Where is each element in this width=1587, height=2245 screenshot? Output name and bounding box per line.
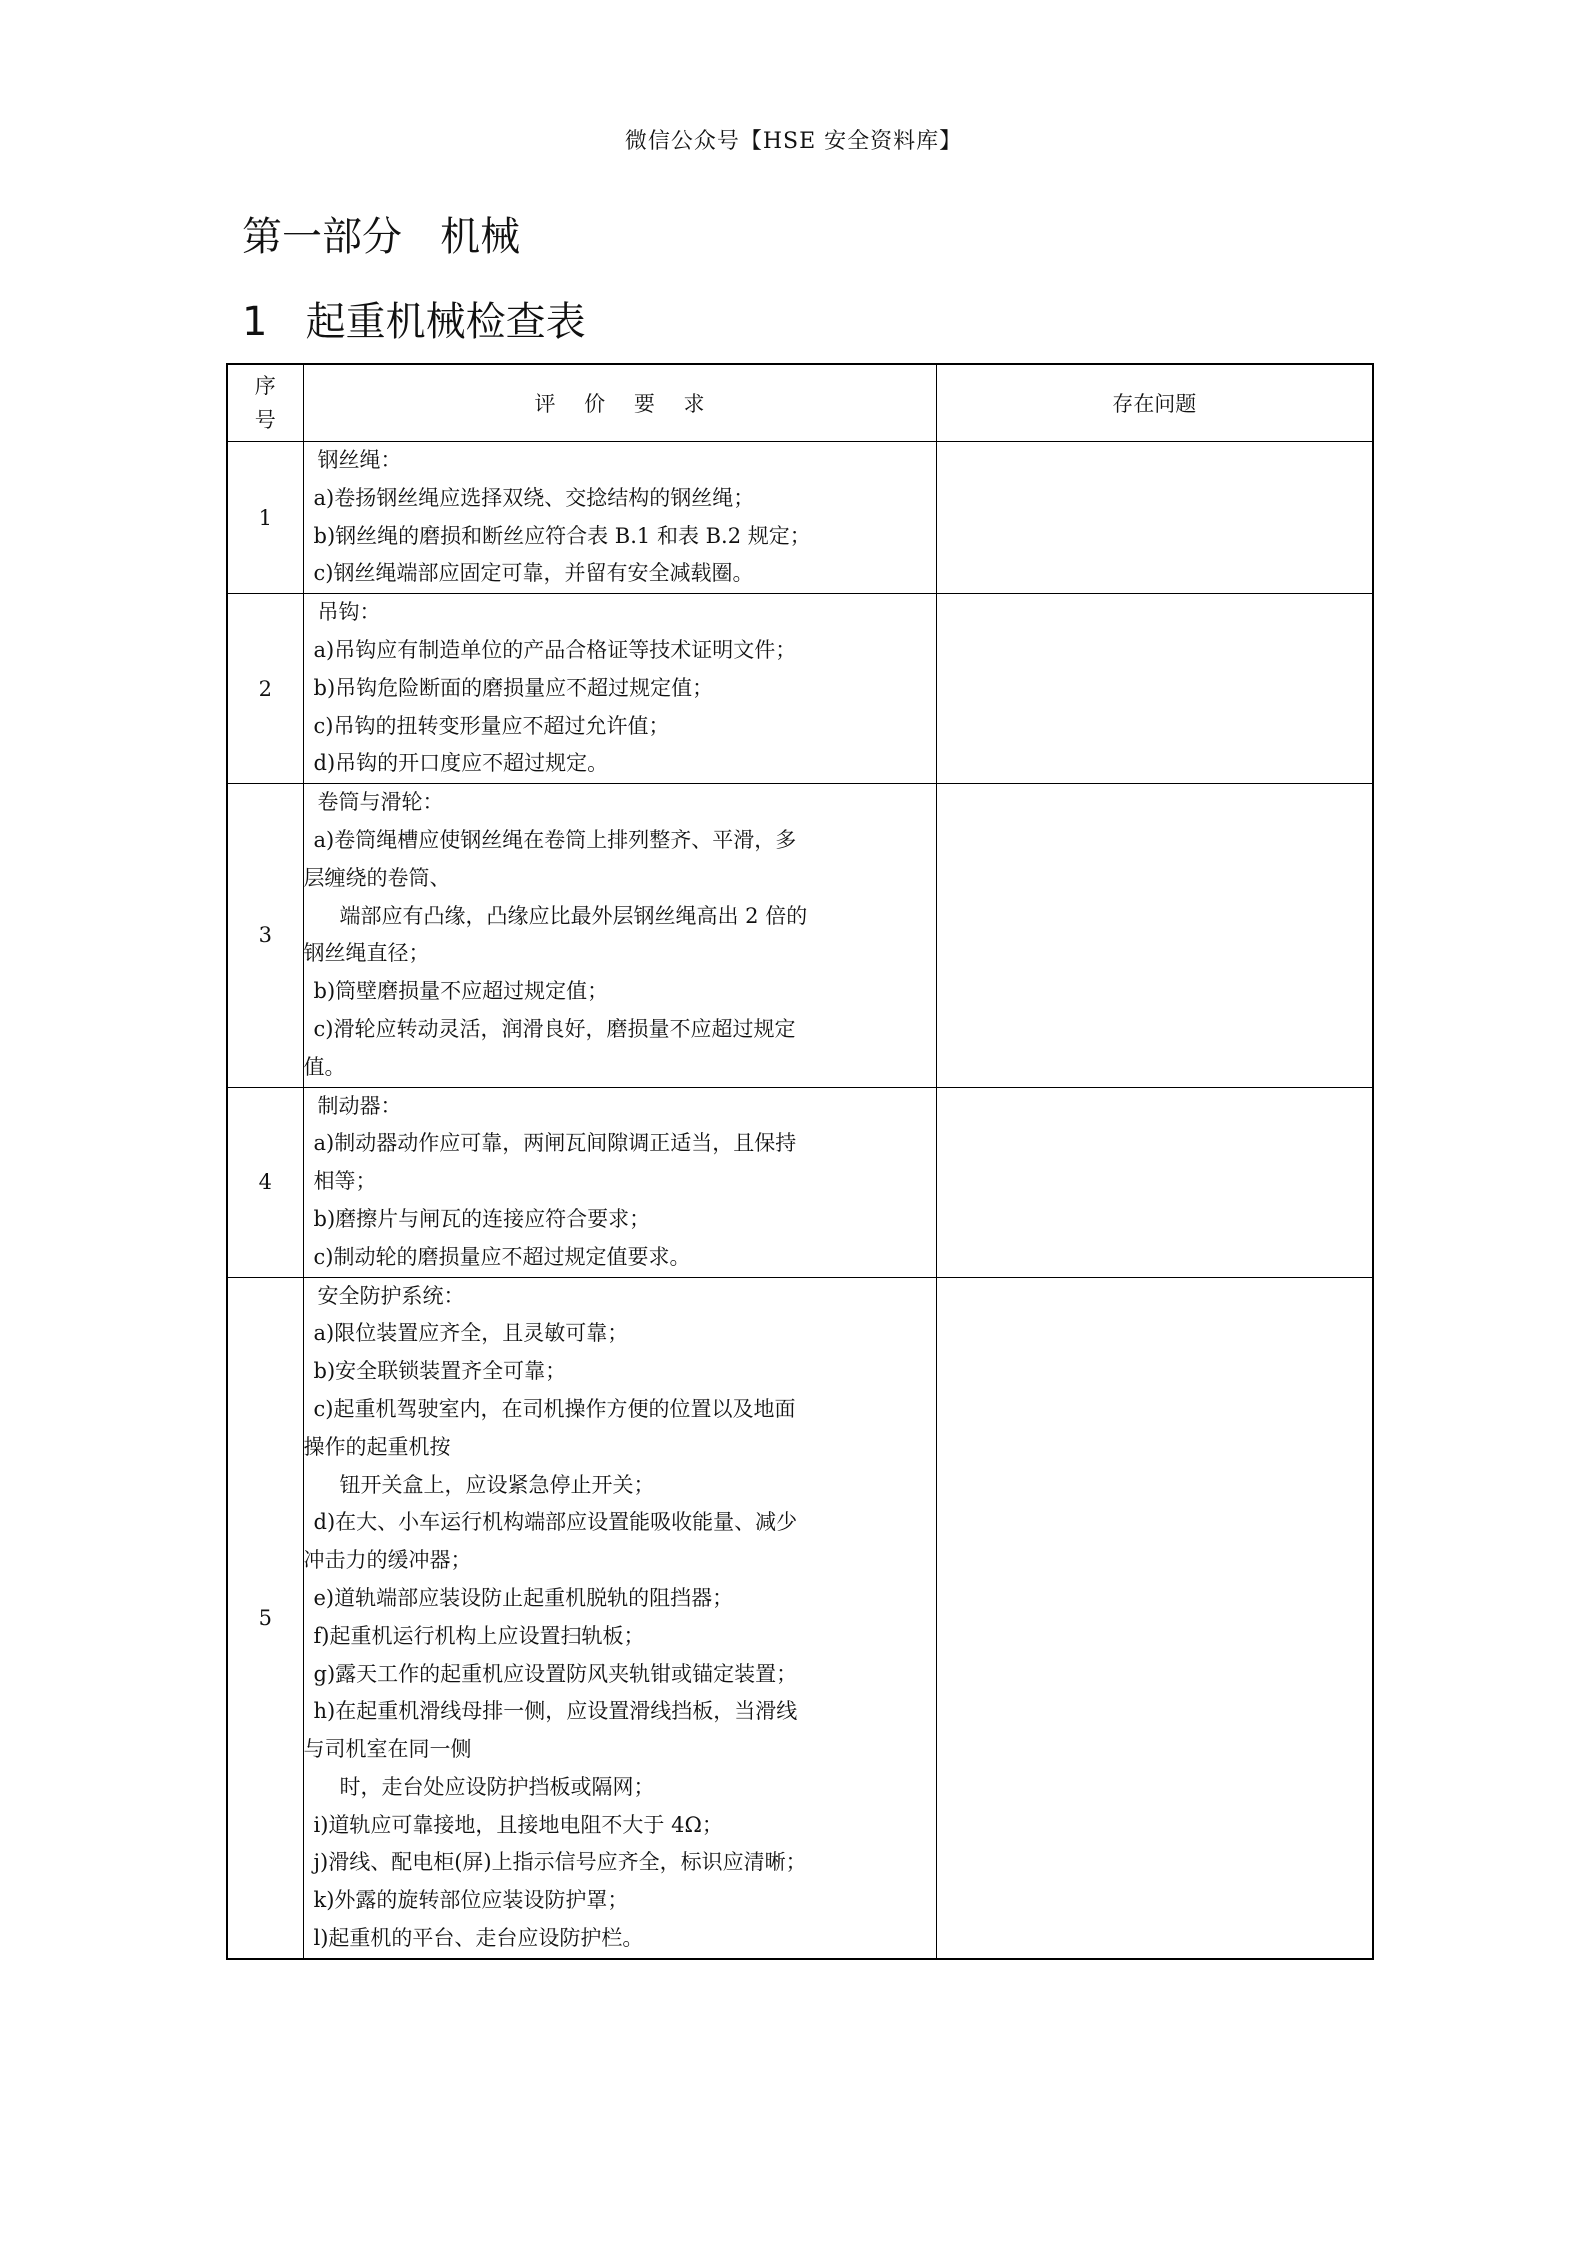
issue-cell [936,784,1373,1087]
requirement-line: g)露天工作的起重机应设置防风夹轨钳或锚定装置； [313,1661,798,1686]
requirement-line: 时，走台处应设防护挡板或隔网； [339,1774,655,1799]
table-row [227,784,1373,1087]
table-row [227,594,1373,784]
requirement-line: 相等； [313,1169,377,1194]
issue-cell [936,1277,1373,1959]
requirement-line: b)磨擦片与闸瓦的连接应符合要求； [313,1206,651,1231]
row-number: 3 [227,784,303,1087]
requirement-line: 操作的起重机按 [303,1434,451,1459]
requirement-line: d)吊钩的开口度应不超过规定。 [313,751,609,776]
requirement-line: a)卷筒绳槽应使钢丝绳在卷筒上排列整齐、平滑，多 [313,827,797,852]
requirement-line: e)道轨端部应装设防止起重机脱轨的阻挡器； [313,1585,734,1610]
table-row [227,1087,1373,1277]
requirement-line: a)制动器动作应可靠，两闸瓦间隙调正适当，且保持 [313,1131,797,1156]
row-number: 1 [227,442,303,594]
issue-cell [936,1087,1373,1277]
header-serial-number-text: 序 号 [254,374,276,432]
requirement-line: d)在大、小车运行机构端部应设置能吸收能量、减少 [313,1510,798,1535]
requirement-line: a)卷扬钢丝绳应选择双绕、交捻结构的钢丝绳； [313,485,755,510]
requirement-cell [303,1087,936,1277]
requirement-line: b)钢丝绳的磨损和断丝应符合表 B.1 和表 B.2 规定； [313,523,811,548]
requirement-line: c)钢丝绳端部应固定可靠，并留有安全减载圈。 [313,561,754,586]
requirement-line: 钮开关盒上，应设紧急停止开关； [339,1472,655,1497]
requirement-cell [303,442,936,594]
table-header-row [227,364,1373,442]
requirement-line: a)吊钩应有制造单位的产品合格证等技术证明文件； [313,637,797,662]
requirement-line: l)起重机的平台、走台应设防护栏。 [313,1926,644,1951]
requirement-line: 值。 [303,1054,346,1079]
requirement-cell [303,1277,936,1959]
requirement-line: c)吊钩的扭转变形量应不超过允许值； [313,713,670,738]
requirement-line: b)安全联锁装置齐全可靠； [313,1359,567,1384]
requirement-line: 钢丝绳直径； [303,941,430,966]
requirement-cell [303,784,936,1087]
requirement-heading: 吊钩： [317,600,381,625]
requirement-line: i)道轨应可靠接地，且接地电阻不大于 4Ω； [313,1812,723,1837]
requirement-line: k)外露的旋转部位应装设防护罩； [313,1888,629,1913]
requirement-heading: 制动器： [317,1093,402,1118]
issue-cell [936,594,1373,784]
requirement-line: c)起重机驾驶室内，在司机操作方便的位置以及地面 [313,1396,796,1421]
table-row [227,442,1373,594]
requirement-line: 与司机室在同一侧 [303,1737,472,1762]
row-number: 4 [227,1087,303,1277]
section-title: 1 起重机械检查表 [242,299,586,345]
requirement-line: b)吊钩危险断面的磨损量应不超过规定值； [313,675,714,700]
requirement-line: 冲击力的缓冲器； [303,1548,472,1573]
requirement-line: a)限位装置应齐全，且灵敏可靠； [313,1321,629,1346]
crane-inspection-table [226,363,1374,1960]
header-requirement: 评 价 要 求 [303,364,936,442]
row-number: 2 [227,594,303,784]
page-header: 微信公众号【HSE 安全资料库】 [624,129,963,154]
requirement-line: 层缠绕的卷筒、 [303,865,451,890]
requirement-line: f)起重机运行机构上应设置扫轨板； [313,1623,645,1648]
requirement-line: c)制动轮的磨损量应不超过规定值要求。 [313,1244,691,1269]
table-row [227,1277,1373,1959]
requirement-heading: 安全防护系统： [317,1283,465,1308]
requirement-heading: 钢丝绳： [317,448,402,472]
requirement-line: j)滑线、配电柜(屏)上指示信号应齐全，标识应清晰； [313,1850,807,1875]
header-issue: 存在问题 [936,364,1373,442]
requirement-line: b)筒壁磨损量不应超过规定值； [313,979,609,1004]
row-number: 5 [227,1277,303,1959]
requirement-line: h)在起重机滑线母排一侧，应设置滑线挡板，当滑线 [313,1699,798,1724]
requirement-line: c)滑轮应转动灵活，润滑良好，磨损量不应超过规定 [313,1016,796,1041]
requirement-heading: 卷筒与滑轮： [317,790,444,815]
requirement-line: 端部应有凸缘，凸缘应比最外层钢丝绳高出 2 倍的 [339,903,808,928]
issue-cell [936,442,1373,594]
header-serial-number [227,364,303,442]
part-title: 第一部分 机械 [242,214,521,260]
requirement-cell [303,594,936,784]
